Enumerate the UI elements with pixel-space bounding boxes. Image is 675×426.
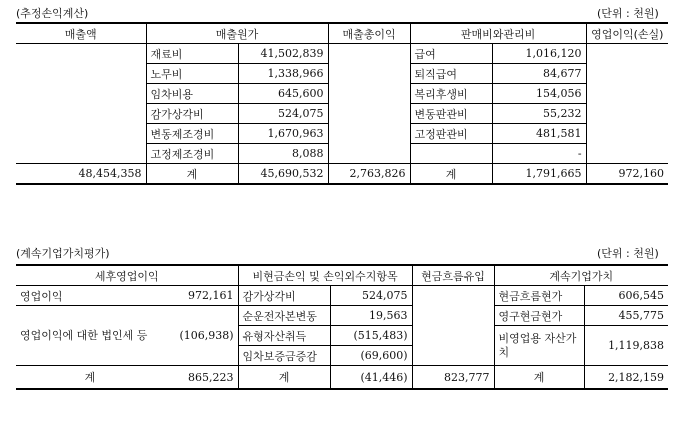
- cash-inflow-blank: [412, 286, 494, 366]
- total-revenue: 48,454,358: [16, 164, 146, 185]
- cogs-item-value: 524,075: [238, 104, 328, 124]
- header-sga: 판매비와관리비: [410, 23, 586, 44]
- total-label-1: 계: [16, 366, 164, 390]
- going-concern-table: [16, 264, 668, 390]
- noncash-item-value: 524,075: [330, 286, 412, 306]
- header-noncash: 비현금손익 및 손익외수지항목: [238, 265, 412, 286]
- operating-income-blank: [586, 44, 668, 164]
- header-operating-income: 영업이익(손실): [586, 23, 668, 44]
- gc-item-label: 영구현금현가: [494, 306, 584, 326]
- total-noncash: (41,446): [330, 366, 412, 390]
- income-statement-unit: (단위 : 천원): [597, 7, 659, 20]
- total-cogs: 45,690,532: [238, 164, 328, 185]
- cogs-item-label: 재료비: [146, 44, 238, 64]
- sga-item-label: 고정판관비: [410, 124, 492, 144]
- cogs-item-value: 41,502,839: [238, 44, 328, 64]
- cogs-item-value: 645,600: [238, 84, 328, 104]
- revenue-blank: [16, 44, 146, 164]
- sga-item-value: 481,581: [492, 124, 586, 144]
- cogs-item-label: 임차비용: [146, 84, 238, 104]
- sga-item-label: 퇴직급여: [410, 64, 492, 84]
- header-cash-inflow: 현금흐름유입: [412, 265, 494, 286]
- header-cogs: 매출원가: [146, 23, 328, 44]
- gc-item-value: 606,545: [584, 286, 668, 306]
- total-after-tax-oi: 865,223: [164, 366, 238, 390]
- going-concern-unit: (단위 : 천원): [597, 247, 659, 260]
- total-going-concern: 2,182,159: [584, 366, 668, 390]
- gc-item-value: 455,775: [584, 306, 668, 326]
- gc-item-label: 비영업용 자산가치: [494, 326, 584, 366]
- total-cash-inflow: 823,777: [412, 366, 494, 390]
- header-after-tax-oi: 세후영업이익: [16, 265, 238, 286]
- noncash-item-value: (69,600): [330, 346, 412, 366]
- total-sga-label: 계: [410, 164, 492, 185]
- sga-item-value: 84,677: [492, 64, 586, 84]
- cogs-item-label: 변동제조경비: [146, 124, 238, 144]
- going-concern-title: (계속기업가치평가): [16, 247, 110, 260]
- gross-profit-blank: [328, 44, 410, 164]
- sga-item-label: 급여: [410, 44, 492, 64]
- cogs-item-value: 1,670,963: [238, 124, 328, 144]
- tax-value: (106,938): [164, 306, 238, 366]
- noncash-item-label: 임차보증금증감: [238, 346, 330, 366]
- total-sga: 1,791,665: [492, 164, 586, 185]
- gc-item-value: 1,119,838: [608, 339, 665, 352]
- noncash-item-value: 19,563: [330, 306, 412, 326]
- noncash-item-label: 순운전자본변동: [238, 306, 330, 326]
- header-revenue: 매출액: [16, 23, 146, 44]
- oi-label: 영업이익: [16, 286, 164, 306]
- oi-value: 972,161: [164, 286, 238, 306]
- cogs-item-value: 1,338,966: [238, 64, 328, 84]
- income-statement-table: [16, 22, 668, 185]
- total-operating-income: 972,160: [586, 164, 668, 185]
- sga-item-value: 1,016,120: [492, 44, 586, 64]
- cogs-item-label: 고정제조경비: [146, 144, 238, 164]
- sga-item-label: 복리후생비: [410, 84, 492, 104]
- gc-item-label: 현금흐름현가: [494, 286, 584, 306]
- sga-item-value: -: [492, 144, 586, 164]
- sga-item-value: 55,232: [492, 104, 586, 124]
- total-label-3: 계: [494, 366, 584, 390]
- header-gross-profit: 매출총이익: [328, 23, 410, 44]
- sga-item-value: 154,056: [492, 84, 586, 104]
- sga-item-label: 변동판관비: [410, 104, 492, 124]
- noncash-item-value: (515,483): [330, 326, 412, 346]
- noncash-item-label: 유형자산취득: [238, 326, 330, 346]
- total-label-2: 계: [238, 366, 330, 390]
- total-gross-profit: 2,763,826: [328, 164, 410, 185]
- cogs-item-label: 노무비: [146, 64, 238, 84]
- cogs-item-value: 8,088: [238, 144, 328, 164]
- noncash-item-label: 감가상각비: [238, 286, 330, 306]
- sga-item-label: [410, 144, 492, 164]
- total-cogs-label: 계: [146, 164, 238, 185]
- tax-label: 영업이익에 대한 법인세 등: [20, 328, 148, 342]
- income-statement-title: (추정손익계산): [16, 7, 89, 20]
- cogs-item-label: 감가상각비: [146, 104, 238, 124]
- header-going-concern: 계속기업가치: [494, 265, 668, 286]
